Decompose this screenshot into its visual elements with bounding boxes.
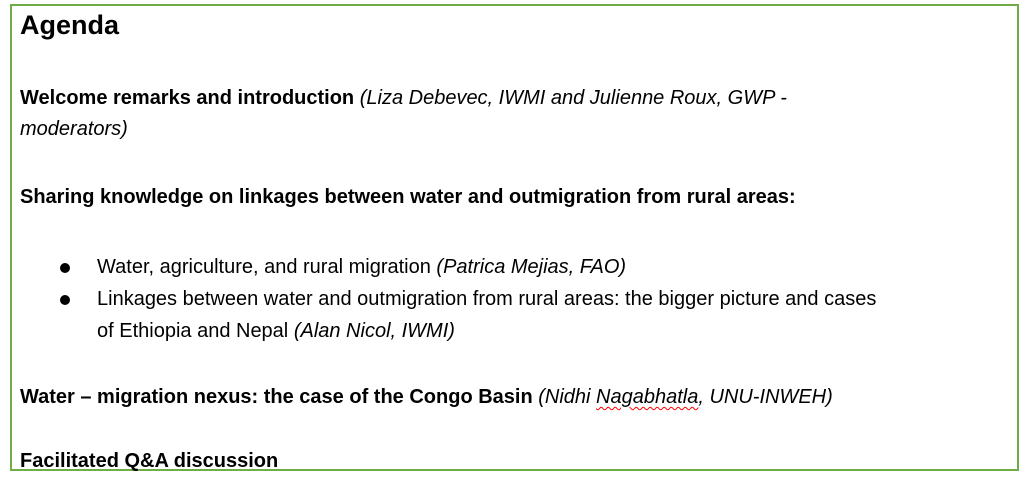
bullet-icon	[60, 295, 70, 305]
qa-line: Facilitated Q&A discussion	[20, 450, 279, 472]
nexus-speaker-open: (Nidhi	[538, 386, 597, 408]
bullet-item-2: Linkages between water and outmigration from rural areas: the bigger picture and cases	[97, 288, 877, 310]
bullet-1-speaker: (Patrica Mejias, FAO)	[436, 256, 627, 278]
spellcheck-word[interactable]: Nagabhatla	[596, 386, 699, 408]
bullet-2-speaker: (Alan Nicol, IWMI)	[293, 320, 455, 342]
nexus-label: Water – migration nexus: the case of the Congo Basin	[20, 386, 533, 408]
sharing-heading: Sharing knowledge on linkages between water and outmigration from rural areas:	[20, 186, 796, 208]
welcome-label: Welcome remarks and introduction	[20, 87, 355, 109]
welcome-speakers-cont: moderators)	[20, 118, 128, 140]
nexus-line	[20, 385, 833, 409]
nexus-speaker	[538, 386, 833, 408]
bullet-item-2-cont	[97, 319, 455, 343]
bullet-1-text: Water, agriculture, and rural migration	[97, 256, 437, 278]
bullet-item-1	[97, 255, 626, 279]
welcome-speakers: (Liza Debevec, IWMI and Julienne Roux, GWP -	[359, 87, 787, 109]
agenda-title: Agenda	[20, 10, 120, 40]
nexus-speaker-close: , UNU-INWEH)	[698, 386, 833, 408]
bullet-icon	[60, 263, 70, 273]
bullet-2-text: of Ethiopia and Nepal	[97, 320, 294, 342]
welcome-line	[20, 86, 787, 110]
